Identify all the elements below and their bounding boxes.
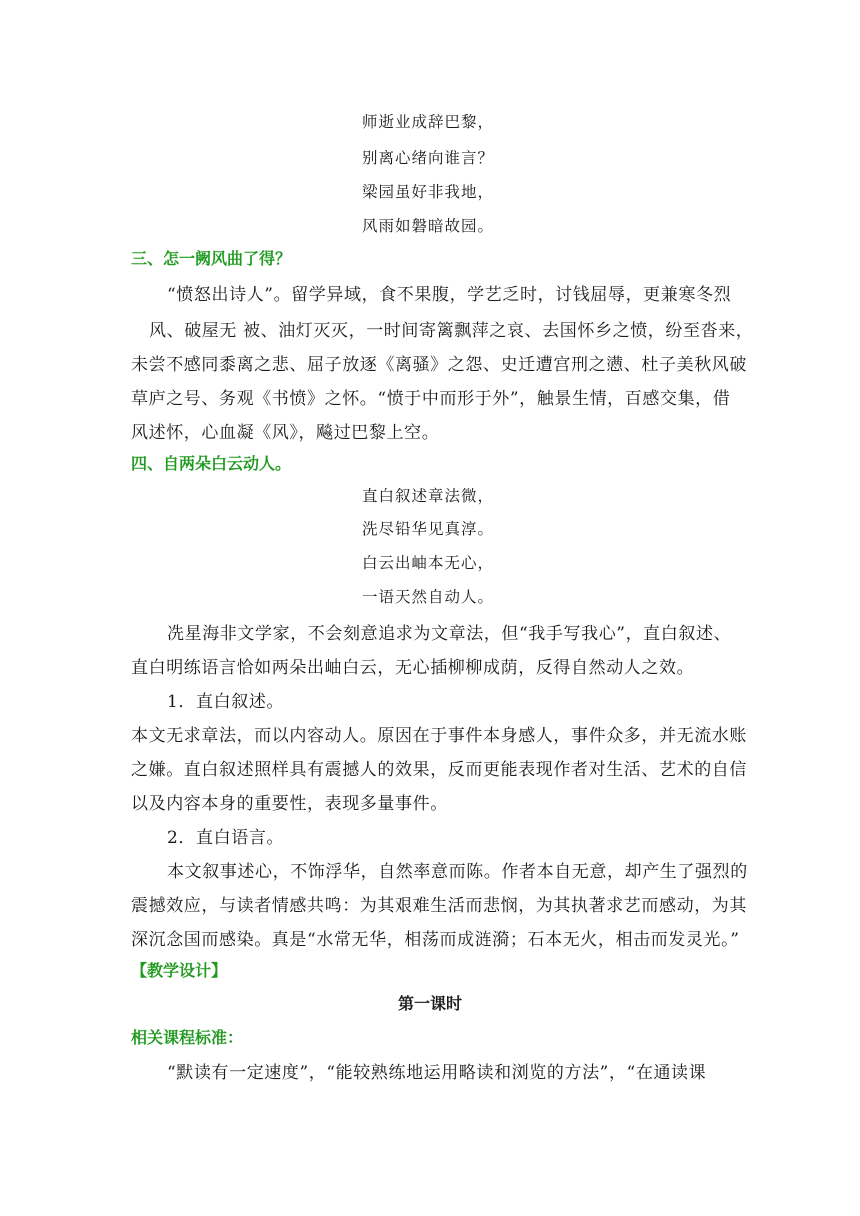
list-item-title: 2．直白语言。 (167, 828, 285, 848)
poem-line: 风雨如磐暗故园。 (362, 217, 495, 235)
poem-line: 直白叙述章法微， (362, 487, 495, 505)
lesson-title: 第一课时 (397, 994, 462, 1013)
paragraph-line: 草庐之号、务观《书愤》之怀。“愤于中而形于外”，触景生情，百感交集，借 (131, 389, 731, 409)
paragraph-line: 之嫌。直白叙述照样具有震撼人的效果，反而更能表现作者对生活、艺术的自信 (131, 760, 747, 780)
poem-line: 梁园虽好非我地， (362, 183, 495, 201)
teaching-design-heading: 【教学设计】 (131, 961, 228, 980)
paragraph-line: “默读有一定速度”，“能较熟练地运用略读和浏览的方法”，“在通读课 (167, 1063, 707, 1083)
list-item-title: 1．直白叙述。 (167, 692, 285, 712)
standards-heading: 相关课程标准： (131, 1028, 244, 1047)
paragraph-line: 冼星海非文学家，不会刻意追求为文章法，但“我手写我心”，直白叙述、 (167, 624, 732, 644)
poem-line: 白云出岫本无心， (362, 554, 495, 572)
paragraph-line: 本文叙事述心，不饰浮华，自然率意而陈。作者本自无意，却产生了强烈的 (167, 862, 748, 882)
paragraph-line: 震撼效应，与读者情感共鸣：为其艰难生活而悲悯，为其执著求艺而感动，为其 (131, 896, 747, 916)
paragraph-line: 本文无求章法，而以内容动人。原因在于事件本身感人，事件众多，并无流水账 (131, 726, 747, 746)
section-heading-3: 三、怎一阙风曲了得？ (131, 249, 292, 268)
paragraph-line: 风、破屋无 被、油灯灭灭，一时间寄篱飘萍之哀、去国怀乡之愤，纷至沓来， (149, 321, 754, 341)
poem-line: 师逝业成辞巴黎， (362, 113, 495, 131)
paragraph-line: 直白明练语言恰如两朵出岫白云，无心插柳柳成荫，反得自然动人之效。 (131, 658, 695, 678)
poem-line: 别离心绪向谁言？ (362, 149, 495, 167)
paragraph-line: 以及内容本身的重要性，表现多量事件。 (131, 794, 448, 814)
paragraph-line: “愤怒出诗人”。留学异域，食不果腹，学艺乏时，讨钱屈辱，更兼寒冬烈 (167, 285, 732, 305)
section-heading-4: 四、自两朵白云动人。 (131, 454, 292, 473)
paragraph-line: 深沉念国而感染。真是“水常无华，相荡而成涟漪；石本无火，相击而发灵光。” (131, 930, 740, 950)
paragraph-line: 风述怀，心血凝《风》，飚过巴黎上空。 (131, 423, 440, 443)
poem-line: 洗尽铅华见真淳。 (362, 520, 495, 538)
poem-line: 一语天然自动人。 (362, 588, 495, 606)
paragraph-line: 未尝不感同黍离之悲、屈子放逐《离骚》之怨、史迁遭宫刑之懑、杜子美秋风破 (131, 355, 747, 375)
